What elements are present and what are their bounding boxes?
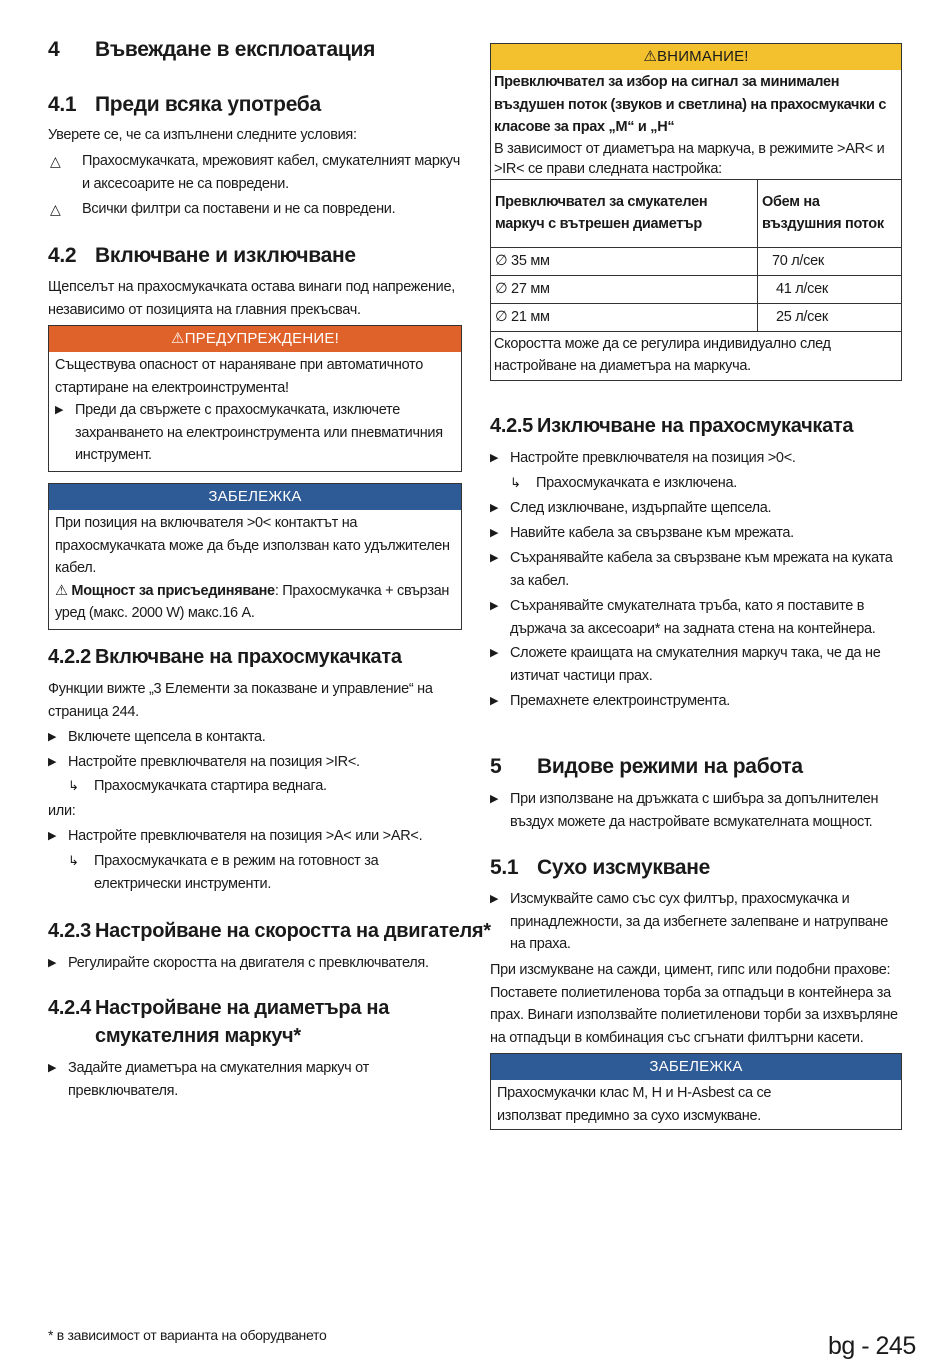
section-number: 5 [490,755,502,778]
step-text: Премахнете електроинструмента. [510,693,730,709]
table-cell-diameter: ∅ 21 мм [491,303,758,331]
table-header-airflow: Обем на въздушния поток [758,179,902,247]
result-text: Прахосмукачката стартира веднага. [94,778,327,794]
step-item [48,952,462,975]
section-4-2-4-heading [48,997,389,1020]
section-title: Включване на прахосмукачката [95,646,402,668]
triangle-icon: △ [50,201,61,217]
bullet-triangle-icon: ▶ [490,527,499,539]
or-text: или: [48,803,76,819]
note-power [55,580,455,625]
triangle-icon: △ [50,153,61,169]
section-4-2-heading [48,244,356,268]
step-text: Настройте превключвателя на позиция >IR<. [68,754,360,770]
section-4-heading [48,38,375,62]
condition-item [48,150,462,195]
caution-text: В зависимост от диаметъра на маркуча, в режимите >AR< и >IR< се прави следната настройка: [494,140,885,177]
bullet-triangle-icon: ▶ [48,830,57,842]
bullet-triangle-icon: ▶ [55,404,64,416]
result-arrow-icon: ↳ [68,778,79,793]
section-title: Видове режими на работа [537,755,803,778]
airflow-table [491,179,901,380]
step-text: Настройте превключвателя на позиция >A< или >AR<. [68,828,423,844]
result-item [48,775,462,798]
section-title: Включване и изключване [95,244,356,267]
table-footer-row [491,331,901,380]
section-5-1-heading [490,856,710,880]
condition-text: Прахосмукачката, мрежовият кабел, смукателният маркуч и аксесоарите не са повредени. [82,153,460,192]
caution-title: ⚠ВНИМАНИЕ! [491,44,901,70]
bullet-triangle-icon: ▶ [490,695,499,707]
section-number: 4.2.3 [48,920,91,942]
bullet-triangle-icon: ▶ [490,647,499,659]
bullet-triangle-icon: ▶ [490,552,499,564]
table-header-row [491,179,901,247]
caution-bold-text: Превключвател за избор на сигнал за минимален въздушен поток (звуков и светлина) на прахосмукачки с класове за прах „M“ и „H“ [494,74,887,135]
step-item [48,1057,462,1102]
section-number: 4.2 [48,244,77,267]
table-cell-airflow: 70 л/сек [758,247,902,275]
section-title: Преди всяка употреба [95,93,321,116]
step-item [490,690,902,713]
note-title: ЗАБЕЛЕЖКА [491,1054,901,1080]
step-text: Регулирайте скоростта на двигателя с превключвателя. [68,955,429,971]
section-title: Въвеждане в експлоатация [95,38,376,61]
section-number: 4.1 [48,93,77,116]
table-row [491,275,901,303]
section-number: 5.1 [490,856,519,879]
result-arrow-icon: ↳ [510,475,521,490]
section-number: 4.2.4 [48,997,91,1019]
section-text: Щепселът на прахосмукачката остава винаги под напрежение, независимо от позицията на главния прекъсвач. [48,279,455,318]
result-text: Прахосмукачката е в режим на готовност за електрически инструменти. [94,853,379,892]
step-item [490,888,902,956]
footnote: * в зависимост от варианта на оборудването [48,1327,327,1343]
note-box [48,483,462,630]
step-text: Изсмуквайте само със сух филтър, прахосмукачка и принадлежности, за да избегнете залепване и натрупване на праха. [510,891,889,952]
section-title: Настройване на скоростта на двигателя* [95,920,491,942]
section-text: Функции вижте „3 Елементи за показване и управление“ на страница 244. [48,681,433,720]
condition-text: Всички филтри са поставени и не са повредени. [82,201,396,217]
step-text: Включете щепсела в контакта. [68,729,266,745]
page-number: bg - 245 [828,1332,916,1360]
step-item [48,726,462,749]
table-footer-text: Скоростта може да се регулира индивидуално след настройване на диаметъра на маркуча. [491,331,901,380]
step-item [490,522,902,545]
bullet-triangle-icon: ▶ [48,957,57,969]
step-text: Съхранявайте кабела за свързване към мрежата на куката за кабел. [510,550,893,589]
bullet-triangle-icon: ▶ [490,893,499,905]
section-number: 4.2.2 [48,646,91,668]
result-text: Прахосмукачката е изключена. [536,475,737,491]
result-item [48,850,462,895]
caution-box [490,43,902,381]
section-4-2-2-heading [48,646,402,669]
step-text: Навийте кабела за свързване към мрежата. [510,525,794,541]
step-text: При използване на дръжката с шибъра за допълнителен въздух можете да настройвате всмукателната мощност. [510,791,879,830]
step-text: Настройте превключвателя на позиция >0<. [510,450,796,466]
bullet-triangle-icon: ▶ [490,600,499,612]
note-power-label: ⚠ Мощност за присъединяване [55,582,275,599]
warning-title: ⚠ПРЕДУПРЕЖДЕНИЕ! [49,326,461,352]
note-text: При позиция на включвателя >0< контактът на прахосмукачката може да бъде използван като удължителен кабел. [55,515,450,576]
section-title: Изключване на прахосмукачката [537,415,854,437]
section-title: Сухо изсмукване [537,856,711,879]
step-text: Сложете краищата на смукателния маркуч така, че да не изтичат частици прах. [510,645,881,684]
section-title: Настройване на диаметъра на [95,997,390,1019]
warning-text: Съществува опасност от нараняване при автоматичното стартиране на електроинструмента! [55,357,423,396]
table-row [491,303,901,331]
condition-item [48,198,462,221]
bullet-triangle-icon: ▶ [490,793,499,805]
step-text: Задайте диаметъра на смукателния маркуч от превключвателя. [68,1060,369,1099]
section-4-1-heading [48,93,321,117]
bullet-triangle-icon: ▶ [48,731,57,743]
table-row [491,247,901,275]
condition-intro: Уверете се, че са изпълнени следните условия: [48,127,357,143]
warning-item [55,399,455,467]
table-cell-diameter: ∅ 35 мм [491,247,758,275]
step-item [490,595,902,640]
table-header-diameter: Превключвател за смукателен маркуч с вътрешен диаметър [491,179,758,247]
bullet-triangle-icon: ▶ [490,452,499,464]
result-item [490,472,902,495]
table-cell-diameter: ∅ 27 мм [491,275,758,303]
step-item [490,642,902,687]
warning-box [48,325,462,472]
table-cell-airflow: 25 л/сек [758,303,902,331]
note-title: ЗАБЕЛЕЖКА [49,484,461,510]
warning-item-text: Преди да свържете с прахосмукачката, изключете захранването на електроинструмента или пневматичния инструмент. [75,402,443,463]
step-item [48,825,462,848]
bullet-triangle-icon: ▶ [490,502,499,514]
section-text: При изсмукване на сажди, цимент, гипс или подобни прахове: Поставете полиетиленова торба за отпадъци в контейнера за прах. Винаги използвайте полиетиленови торби за изхвърляне на отпадъци в комбинация със сгънати филтърни касети. [490,962,898,1046]
step-item [490,497,902,520]
note-power-text: : Прахосмукачка + свързан уред (макс. 2000 W) макс.16 A. [55,582,450,621]
result-arrow-icon: ↳ [68,853,79,868]
step-text: Съхранявайте смукателната тръба, като я поставите в държача за аксесоари* на задната стена на контейнера. [510,598,876,637]
section-number: 4.2.5 [490,415,533,437]
table-cell-airflow: 41 л/сек [758,275,902,303]
step-text: След изключване, издърпайте щепсела. [510,500,772,516]
step-item [490,788,902,833]
step-item [490,447,902,470]
section-4-2-5-heading [490,415,853,438]
bullet-triangle-icon: ▶ [48,756,57,768]
bullet-triangle-icon: ▶ [48,1062,57,1074]
section-number: 4 [48,38,60,61]
section-title-continued: смукателния маркуч* [95,1025,301,1047]
step-item [490,547,902,592]
note-text: Прахосмукачки клас M, H и H-Asbest са се използват предимно за сухо изсмукване. [497,1085,772,1124]
section-5-heading [490,755,803,779]
step-item [48,751,462,774]
note-box [490,1053,902,1130]
section-4-2-3-heading [48,920,491,943]
